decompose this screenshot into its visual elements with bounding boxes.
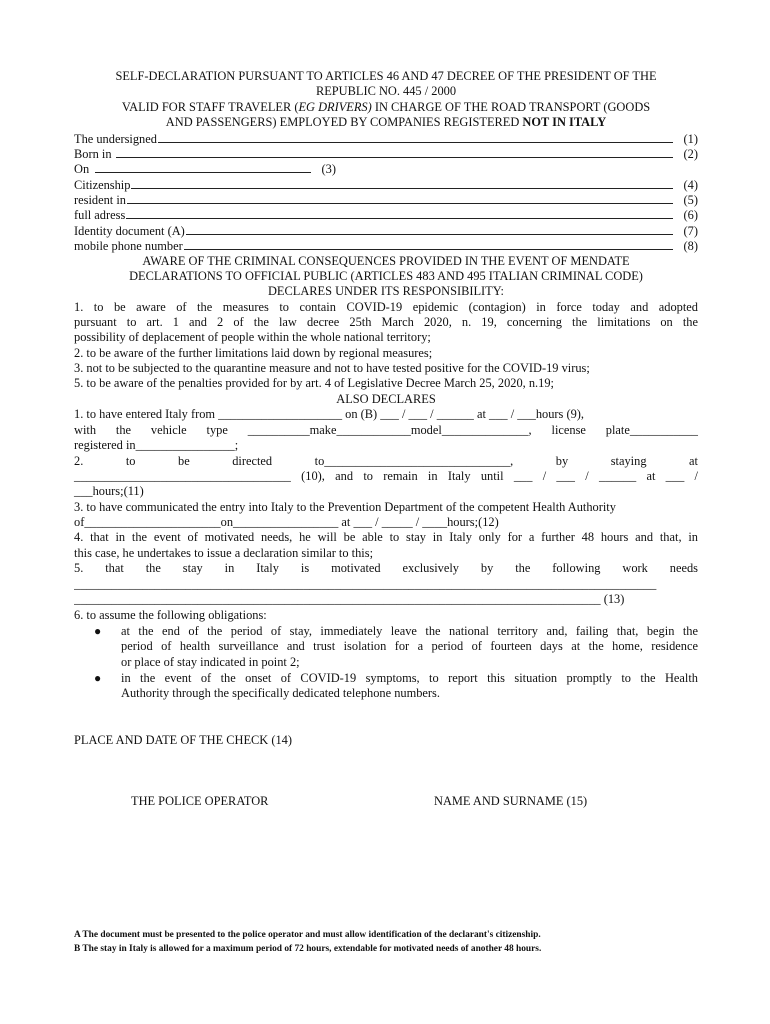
also-2-line-2[interactable]: ___________________________________ (10), and to remain in Italy until ___ / ___ / ______ at ___ /	[74, 469, 698, 483]
declare-1-line-2: pursuant to art. 1 and 2 of the law decree 25th March 2020, n. 19, concerning the limitations on the	[74, 315, 698, 329]
also-5-line-2[interactable]: ______________________________________________________________________________________________	[74, 577, 657, 591]
footnote-b: B The stay in Italy is allowed for a maximum period of 72 hours, extendable for motivated needs of another 48 hours.	[74, 944, 542, 954]
also-1-line-3[interactable]: registered in________________;	[74, 438, 239, 452]
title-line-4	[74, 115, 698, 130]
field-number: (3)	[321, 162, 336, 176]
bullet-icon: ●	[94, 624, 102, 638]
title-line-3-italic: EG DRIVERS)	[298, 100, 372, 114]
title-line-2: REPUBLIC NO. 445 / 2000	[315, 84, 457, 98]
also-4-line-1: 4. that in the event of motivated needs, he will be able to stay in Italy only for a further 48 hours and that, in	[74, 530, 698, 544]
field-label: The undersigned	[74, 132, 157, 146]
field-label: Citizenship	[74, 178, 131, 192]
title-line-1: SELF-DECLARATION PURSUANT TO ARTICLES 46 AND 47 DECREE OF THE PRESIDENT OF THE	[115, 69, 657, 83]
field-label: Born in	[74, 147, 112, 161]
declare-3: 3. not to be subjected to the quarantine measure and not to have tested positive for the COVID-19 virus;	[74, 361, 590, 375]
field-on[interactable]	[74, 161, 336, 177]
name-surname: NAME AND SURNAME (15)	[434, 794, 588, 808]
field-label: Identity document (A)	[74, 224, 185, 238]
field-resident-in[interactable]	[74, 192, 698, 208]
field-identity-document[interactable]	[74, 223, 698, 239]
field-number: (7)	[683, 224, 698, 238]
field-undersigned[interactable]	[74, 131, 698, 147]
title-line-4-a: AND PASSENGERS) EMPLOYED BY COMPANIES REGISTERED	[165, 115, 523, 129]
bullet-1-line-3: or place of stay indicated in point 2;	[121, 655, 300, 669]
also-1-line-2[interactable]: with the vehicle type __________make____________model______________, license plate___________	[74, 423, 698, 437]
bullet-2-line-2: Authority through the specifically dedicated telephone numbers.	[121, 686, 440, 700]
field-number: (5)	[683, 193, 698, 207]
bullet-1-line-2: period of health surveillance and trust isolation for a period of fourteen days at the home, residence	[121, 639, 698, 653]
field-number: (2)	[683, 147, 698, 161]
also-2-line-1[interactable]: 2. to be directed to______________________________, by staying at	[74, 454, 698, 468]
aware-line-3: DECLARES UNDER ITS RESPONSIBILITY:	[267, 284, 504, 298]
field-number: (6)	[683, 208, 698, 222]
also-3-line-1: 3. to have communicated the entry into Italy to the Prevention Department of the competent Health Authority	[74, 500, 616, 514]
also-declares-title: ALSO DECLARES	[336, 392, 436, 406]
field-line[interactable]	[95, 161, 311, 173]
field-label: mobile phone number	[74, 239, 183, 253]
bullet-1-line-1: at the end of the period of stay, immediately leave the national territory and, failing that, begin the	[121, 624, 698, 638]
also-5-line-1: 5. that the stay in Italy is motivated exclusively by the following work needs	[74, 561, 698, 575]
police-operator: THE POLICE OPERATOR	[131, 794, 269, 808]
declare-5: 5. to be aware of the penalties provided for by art. 4 of Legislative Decree March 25, 2020, n.19;	[74, 376, 554, 390]
declare-1-line-3: possibility of deplacement of people within the whole national territory;	[74, 330, 431, 344]
bullet-icon: ●	[94, 671, 102, 685]
field-label: On	[74, 162, 90, 176]
field-line[interactable]	[186, 223, 673, 235]
field-line[interactable]	[131, 177, 673, 189]
field-line[interactable]	[127, 192, 673, 204]
also-3-line-2[interactable]: of______________________on_________________ at ___ / _____ / ____hours;(12)	[74, 515, 499, 529]
field-citizenship[interactable]	[74, 177, 698, 193]
field-mobile-phone[interactable]	[74, 238, 698, 254]
also-5-line-3[interactable]: _____________________________________________________________________________________ (13)	[74, 592, 625, 606]
also-1-line-1[interactable]: 1. to have entered Italy from ____________________ on (B) ___ / ___ / ______ at ___ / ___hours (9),	[74, 407, 585, 421]
field-number: (4)	[683, 178, 698, 192]
field-full-address[interactable]	[74, 207, 698, 223]
title-line-3-a: VALID FOR STAFF TRAVELER (	[121, 100, 299, 114]
title-line-4-bold: NOT IN ITALY	[522, 115, 607, 129]
field-number: (1)	[683, 132, 698, 146]
bullet-2-line-1: in the event of the onset of COVID-19 symptoms, to report this situation promptly to the Health	[121, 671, 698, 685]
title-line-3	[74, 100, 698, 115]
field-line[interactable]	[116, 146, 673, 158]
field-line[interactable]	[158, 131, 673, 143]
field-label: full adress	[74, 208, 126, 222]
declare-2: 2. to be aware of the further limitations laid down by regional measures;	[74, 346, 433, 360]
field-line[interactable]	[126, 207, 673, 219]
field-label: resident in	[74, 193, 126, 207]
footnote-a: A The document must be presented to the police operator and must allow identification of the declarant's citizenship.	[74, 930, 541, 940]
declare-1-line-1: 1. to be aware of the measures to contain COVID-19 epidemic (contagion) in force today and adopted	[74, 300, 698, 314]
place-date-check: PLACE AND DATE OF THE CHECK (14)	[74, 733, 292, 747]
title-line-3-c: IN CHARGE OF THE ROAD TRANSPORT (GOODS	[371, 100, 651, 114]
field-number: (8)	[683, 239, 698, 253]
aware-line-2: DECLARATIONS TO OFFICIAL PUBLIC (ARTICLES 483 AND 495 ITALIAN CRIMINAL CODE)	[129, 269, 643, 283]
also-4-line-2: this case, he undertakes to issue a declaration similar to this;	[74, 546, 374, 560]
aware-line-1: AWARE OF THE CRIMINAL CONSEQUENCES PROVIDED IN THE EVENT OF MENDATE	[142, 254, 630, 268]
also-2-line-3[interactable]: ___hours;(11)	[74, 484, 144, 498]
field-born-in[interactable]	[74, 146, 698, 162]
field-line[interactable]	[184, 238, 673, 250]
also-6: 6. to assume the following obligations:	[74, 608, 267, 622]
